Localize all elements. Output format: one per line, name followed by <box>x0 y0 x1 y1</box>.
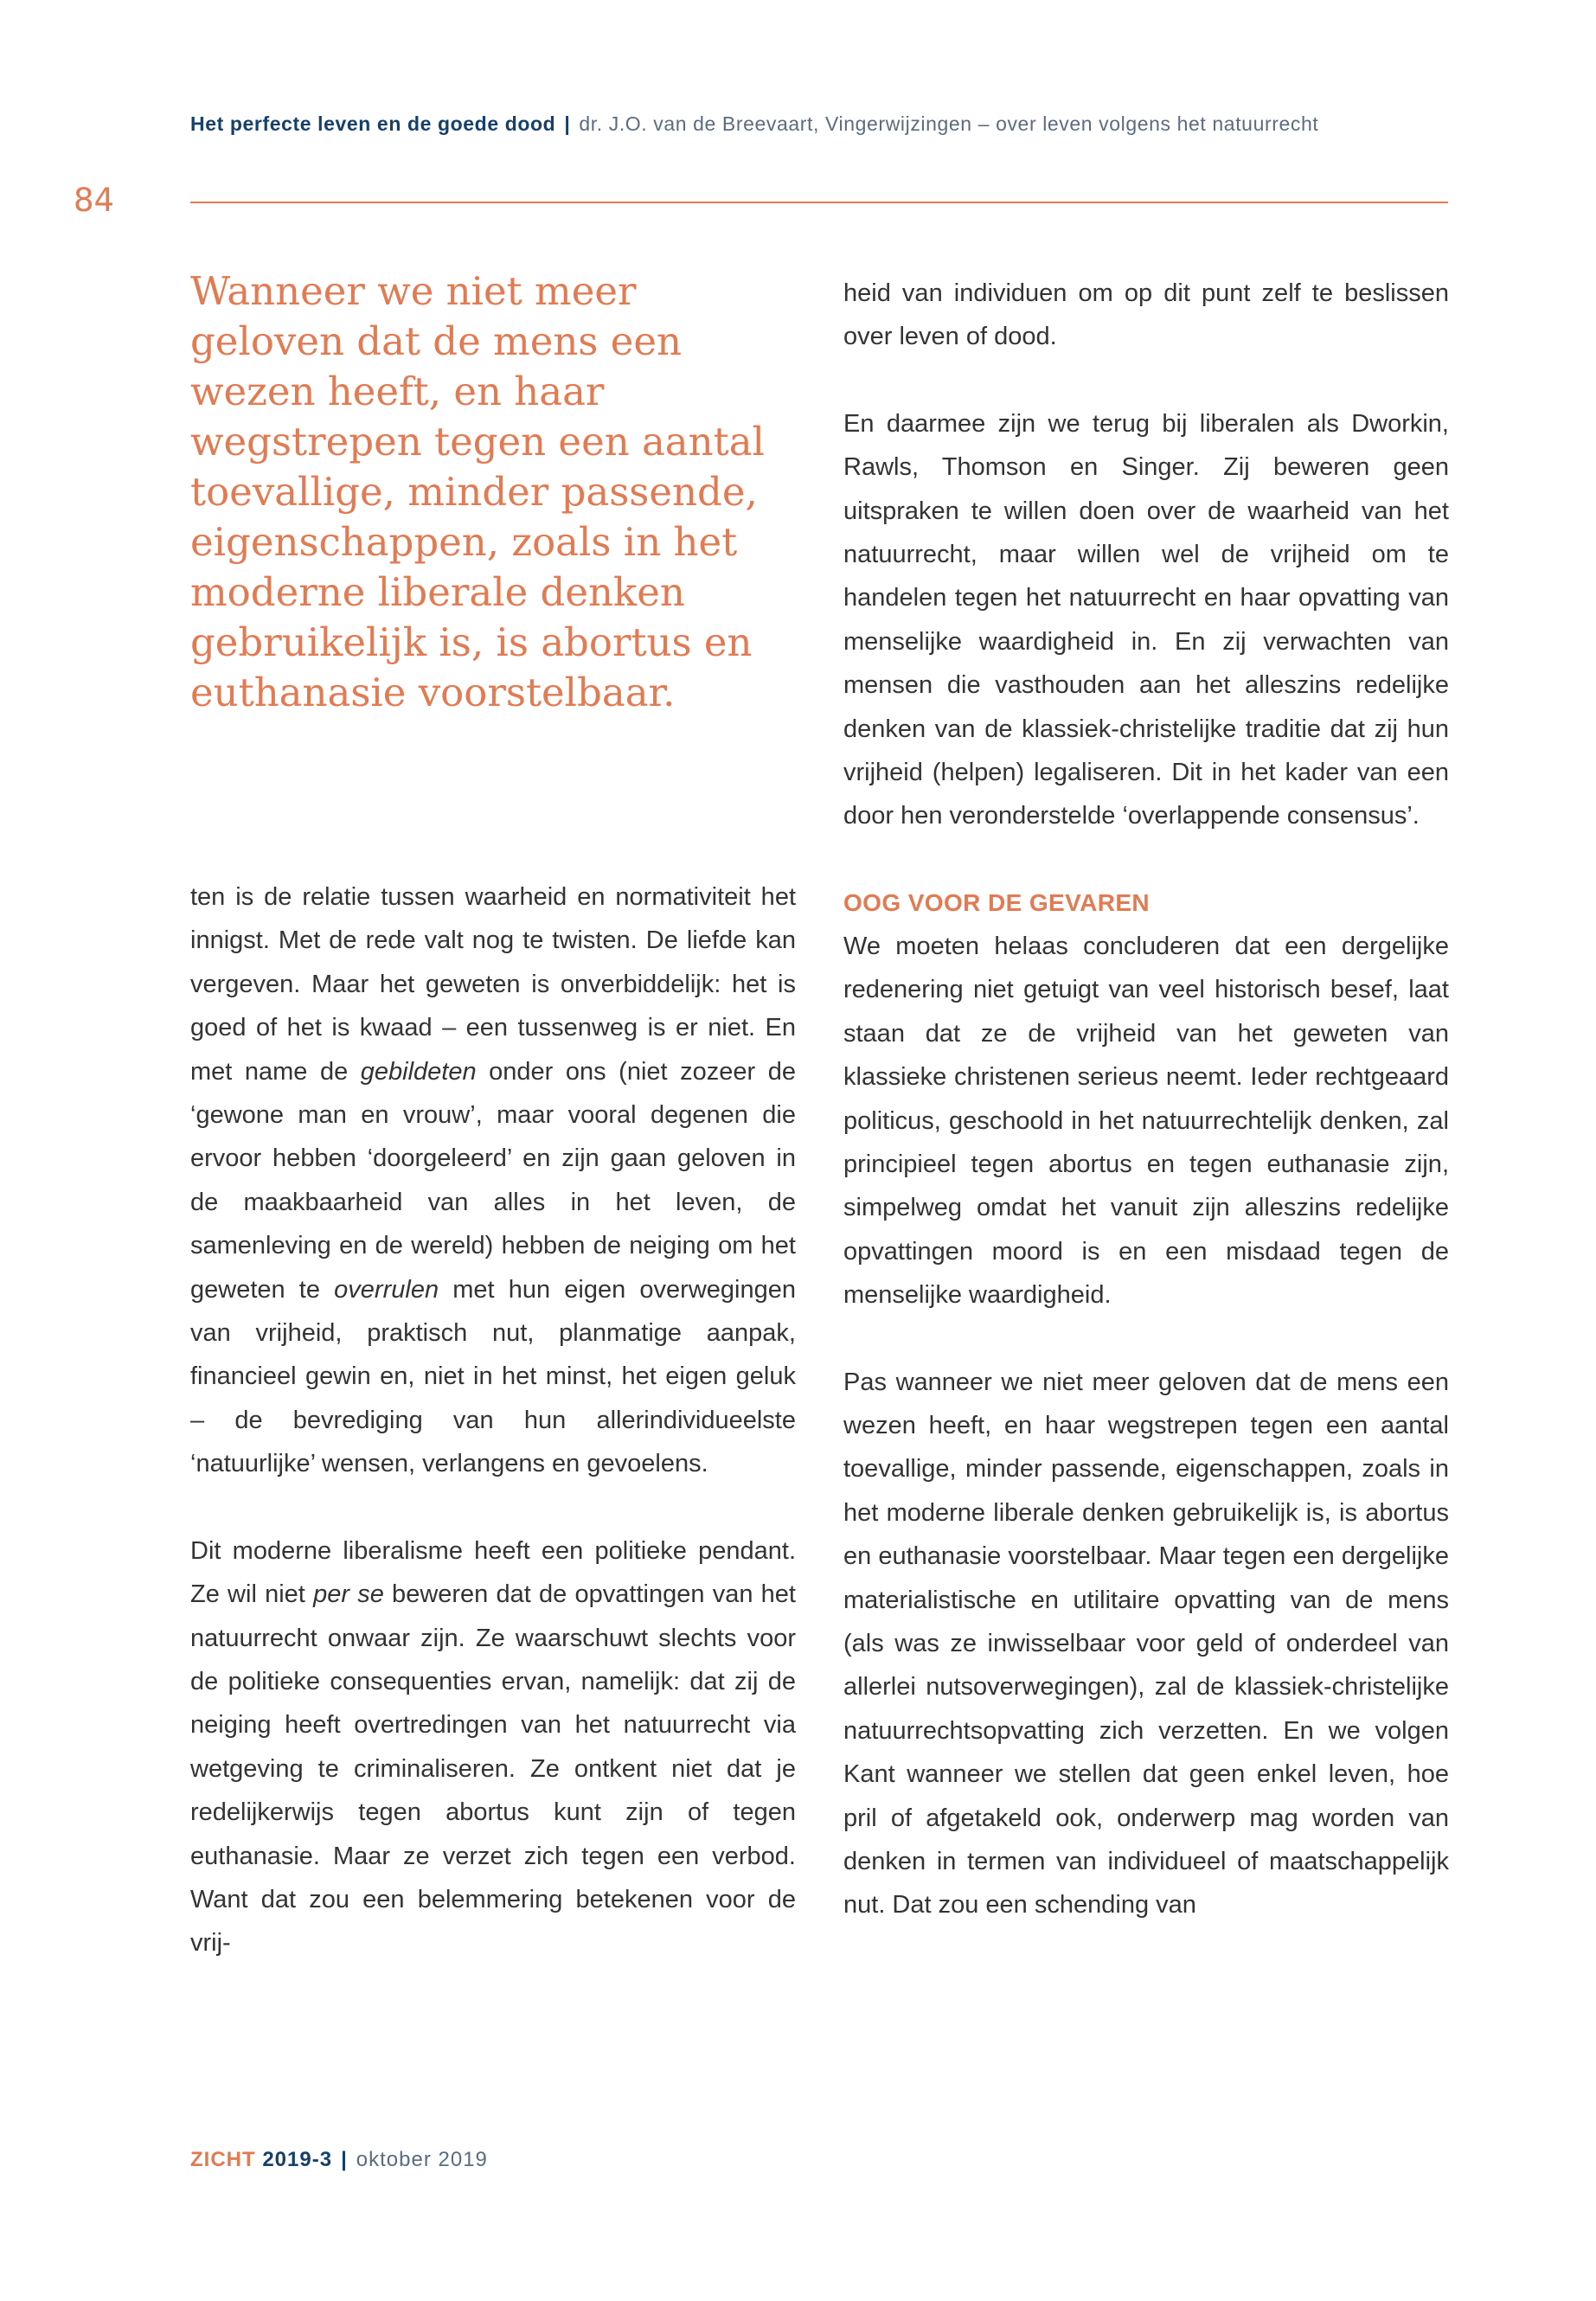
left-paragraph-1: ten is de relatie tussen waarheid en normativiteit het innigst. Met de rede valt nog te twisten. De liefde kan vergeven. Maar het geweten is onverbiddelijk: het is goed of het is kwaad – een tussenweg is er niet. En met name de gebildeten onder ons (niet zozeer de ‘gewone man en vrouw’, maar vooral degenen die ervoor hebben ‘doorgeleerd’ en zijn gaan geloven in de maakbaarheid van alles in het leven, de samenleving en de wereld) hebben de neiging om het geweten te overrulen met hun eigen overwegingen van vrijheid, praktisch nut, planmatige aanpak, financieel gewin en, niet in het minst, het eigen geluk – de bevrediging van hun allerindividueelste ‘natuurlijke’ wensen, verlangens en gevoelens. <box>190 883 796 1478</box>
left-paragraph-2: Dit moderne liberalisme heeft een politieke pendant. Ze wil niet per se beweren dat de opvattingen van het natuurrecht onwaar zijn. Ze waarschuwt slechts voor de politieke consequenties ervan, namelijk: dat zij de neiging heeft overtredingen van het natuurrecht via wetgeving te criminaliseren. Ze ontkent niet dat je redelijkerwijs tegen abortus kunt zijn of tegen euthanasie. Maar ze verzet zich tegen een verbod. Want dat zou een belemmering betekenen voor de vrij- <box>190 1536 796 1958</box>
right-paragraph-4: Pas wanneer we niet meer geloven dat de mens een wezen heeft, en haar wegstrepen tegen een aantal toevallige, minder passende, eigenschappen, zoals in het moderne liberale denken gebruikelijk is, is abortus en euthanasie voorstelbaar. Maar tegen een dergelijke materialistische en utilitaire opvatting van de mens (als was ze inwisselbaar voor geld of onderdeel van allerlei nutsoverwegingen), zal de klassiek-christelijke natuurrechtsopvatting zich verzetten. En we volgen Kant wanneer we stellen dat geen enkel leven, hoe pril of afgetakeld ook, onderwerp mag worden van denken in termen van individueel of maatschappelijk nut. Dat zou een schending van <box>843 1368 1449 1920</box>
right-paragraph-2: En daarmee zijn we terug bij liberalen als Dworkin, Rawls, Thomson en Singer. Zij beweren geen uitspraken te willen doen over de waarheid van het natuurrecht, maar willen wel de vrijheid om te handelen tegen het natuurrecht en haar opvatting van menselijke waardigheid in. En zij verwachten van mensen die vasthouden aan het alleszins redelijke denken van de klassiek-christelijke traditie dat zij hun vrijheid (helpen) legaliseren. Dit in het kader van een door hen veronderstelde ‘overlappende consensus’. <box>843 409 1449 830</box>
page-footer <box>190 2148 488 2172</box>
page-number: 84 <box>74 182 115 219</box>
running-header <box>190 112 1453 136</box>
left-column <box>190 875 796 1965</box>
header-title: Het perfecte leven en de goede dood <box>190 112 556 135</box>
footer-separator: | <box>341 2148 348 2171</box>
pull-quote: Wanneer we niet meer geloven dat de mens een wezen heeft, en haar wegstrepen tegen een aantal toevallige, minder passende, eigenschappen, zoals in het moderne liberale denken gebruikelijk is, is abortus en euthanasie voorstelbaar. <box>190 268 765 715</box>
right-column <box>843 272 1449 1927</box>
footer-magazine: ZICHT <box>190 2148 256 2171</box>
right-paragraph-1: heid van individuen om op dit punt zelf te beslissen over leven of dood. <box>843 279 1449 351</box>
italic-gebildeten: gebildeten <box>360 1057 477 1086</box>
footer-issue: 2019-3 <box>262 2148 333 2171</box>
right-paragraph-3: We moeten helaas concluderen dat een dergelijke redenering niet getuigt van veel historisch besef, laat staan dat ze de vrijheid van het geweten van klassieke christenen serieus neemt. Ieder rechtgeaard politicus, geschoold in het natuurrechtelijk denken, zal principieel tegen abortus en tegen euthanasie zijn, simpelweg omdat het vanuit zijn alleszins redelijke opvattingen moord is en een misdaad tegen de menselijke waardigheid. <box>843 932 1449 1310</box>
italic-overrulen: overrulen <box>334 1275 439 1304</box>
header-separator: | <box>564 112 571 135</box>
footer-date: oktober 2019 <box>356 2148 488 2171</box>
italic-per-se: per se <box>313 1580 384 1609</box>
header-subtitle: dr. J.O. van de Breevaart, Vingerwijzingen – over leven volgens het natuurrecht <box>579 112 1319 135</box>
section-subheading: OOG VOOR DE GEVAREN <box>843 888 1151 916</box>
header-rule <box>190 202 1448 203</box>
